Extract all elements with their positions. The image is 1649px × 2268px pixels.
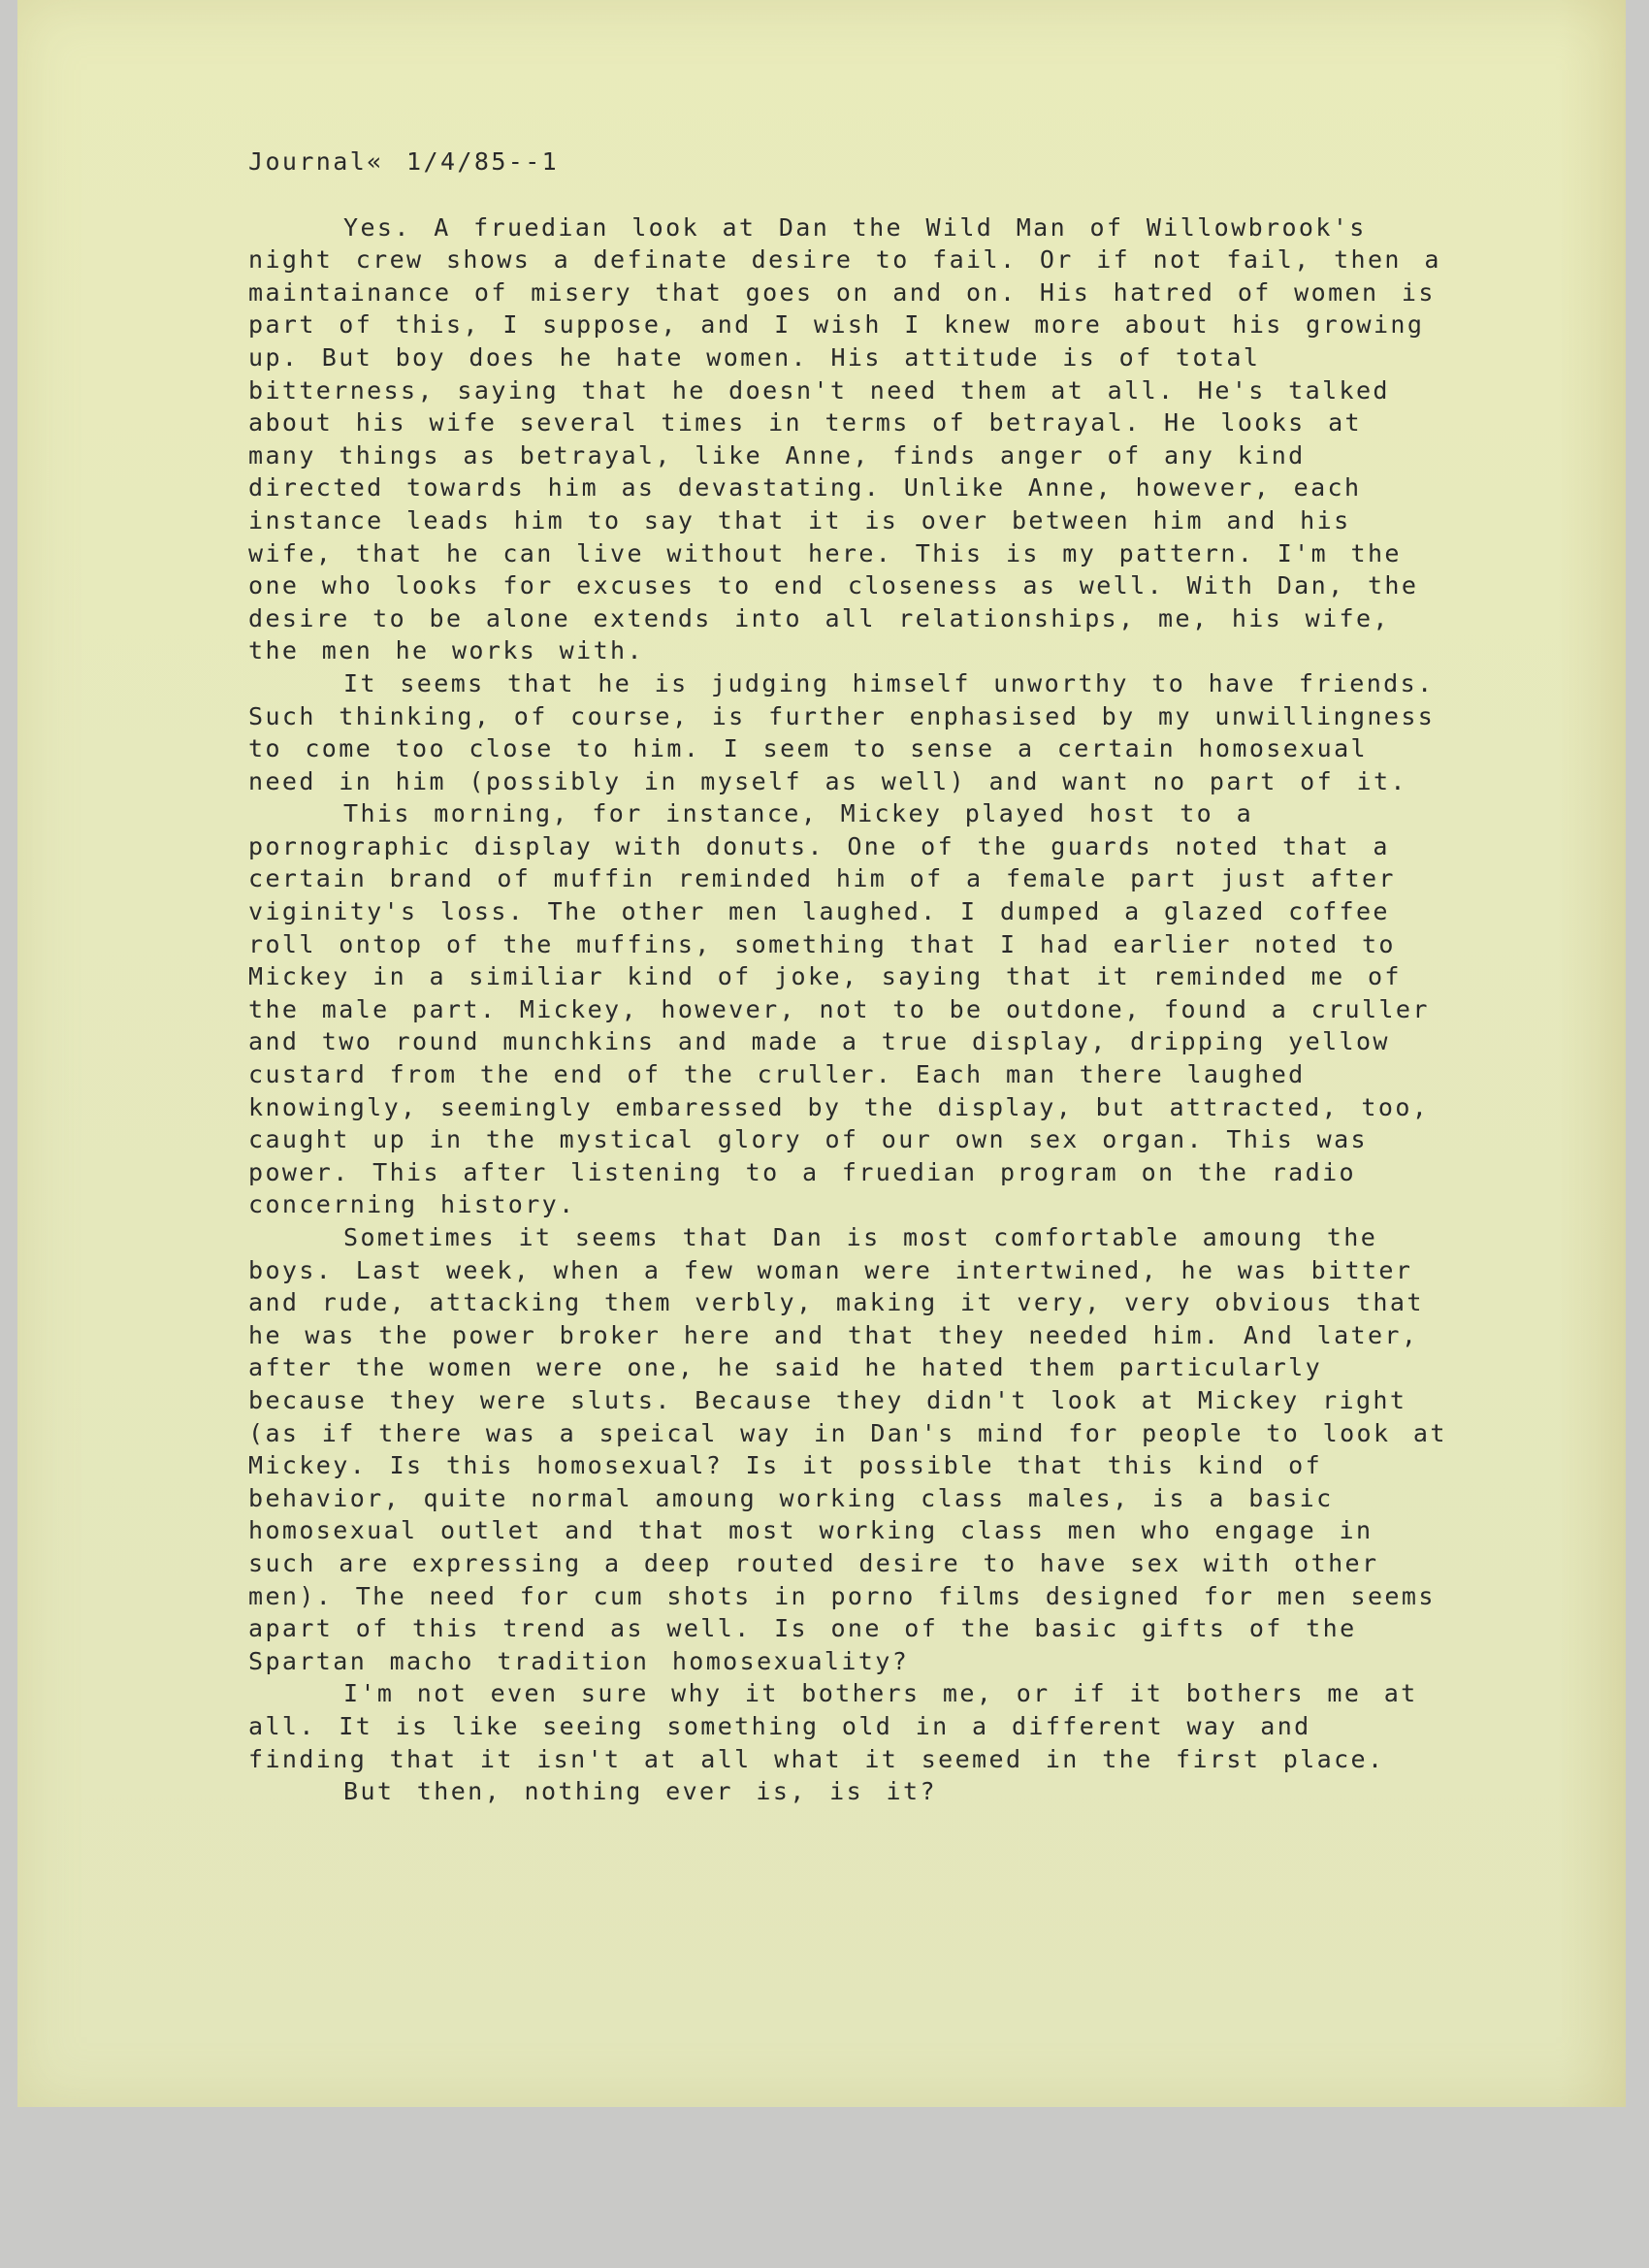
paragraph-2: It seems that he is judging himself unworthy to have friends. Such thinking, of course, is further enphasised by my unwillingness to come too close to him. I seem to sense a certain homosexual need in him (possibly in myself as well) and want no part of it. (248, 668, 1436, 795)
paragraph-4: Sometimes it seems that Dan is most comfortable amoung the boys. Last week, when a few woman were intertwined, he was bitter and rude, attacking them verbly, making it very, very obvious that he was the power broker here and that they needed him. And later, after the women were one, he said he hated them particularly because they were sluts. Because they didn't look at Mickey right (as if there was a speical way in Dan's mind for people to look at Mickey. Is this homosexual? Is it possible that this kind of behavior, quite normal amoung working class males, is a basic homosexual outlet and that most working class men who engage in such are expressing a deep routed desire to have sex with other men). The need for cum shots in porno films designed for men seems apart of this trend as well. Is one of the basic gifts of the Spartan macho tradition homosexuality? (248, 1223, 1447, 1675)
journal-entry (248, 146, 1451, 1808)
paragraph-3: This morning, for instance, Mickey played host to a pornographic display with donuts. One of the guards noted that a certain brand of muffin reminded him of a female part just after viginity's loss. The other men laughed. I dumped a glazed coffee roll ontop of the muffins, something that I had earlier noted to Mickey in a similiar kind of joke, saying that it reminded me of the male part. Mickey, however, not to be outdone, found a cruller and two round munchkins and made a true display, dripping yellow custard from the end of the cruller. Each man there laughed knowingly, seemingly embaressed by the display, but attracted, too, caught up in the mystical glory of our own sex organ. This was power. This after listening to a fruedian program on the radio concerning history. (248, 799, 1430, 1219)
entry-heading: Journal« 1/4/85--1 (248, 147, 560, 176)
paragraph-5: I'm not even sure why it bothers me, or if it bothers me at all. It is like seeing something old in a different way and finding that it isn't at all what it seemed in the first place. (248, 1679, 1418, 1773)
typed-page (17, 0, 1626, 2107)
paragraph-1: Yes. A fruedian look at Dan the Wild Man of Willowbrook's night crew shows a definate desire to fail. Or if not fail, then a maintainance of misery that goes on and on. His hatred of women is part of this, I suppose, and I wish I knew more about his growing up. But boy does he hate women. His attitude is of total bitterness, saying that he doesn't need them at all. He's talked about his wife several times in terms of betrayal. He looks at many things as betrayal, like Anne, finds anger of any kind directed towards him as devastating. Unlike Anne, however, each instance leads him to say that it is over between him and his wife, that he can live without here. This is my pattern. I'm the one who looks for excuses to end closeness as well. With Dan, the desire to be alone extends into all relationships, me, his wife, the men he works with. (248, 212, 1441, 665)
paragraph-6: But then, nothing ever is, is it? (343, 1777, 937, 1806)
